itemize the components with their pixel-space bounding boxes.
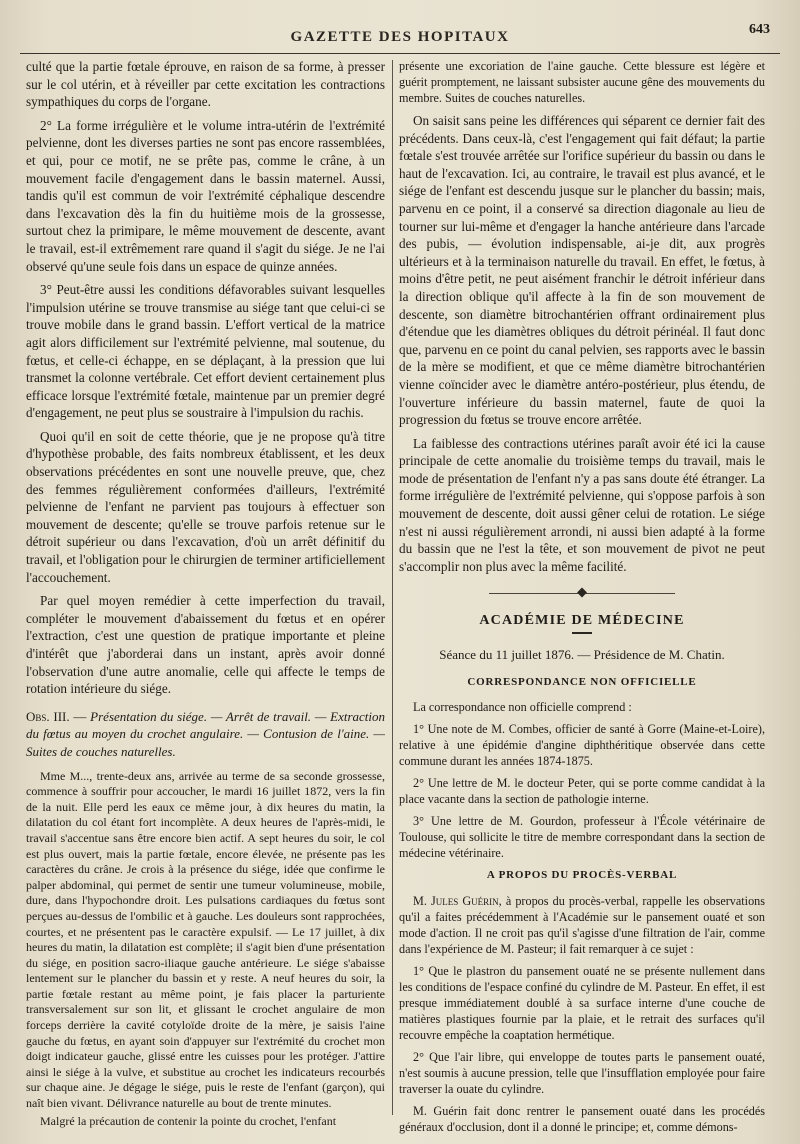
- subsection-heading: A PROPOS DU PROCÈS-VERBAL: [486, 869, 678, 882]
- list-item: 1° Une note de M. Combes, officier de santé à Gorre (Maine-et-Loire), relative à une épidémie d'angine diphthéritique observée dans cette commune durant les années 1874-1875.: [399, 722, 765, 769]
- paragraph-text: à propos du procès-verbal, rappelle les observations qu'il a faites précédemment à l'Académie sur le pansement ouaté et son mode d'action. Il ne croit pas qu'il s'agisse d'une filtration de l'air, comme dans l'expérience de M. Pasteur; il fait remarquer à ce sujet :: [399, 893, 765, 956]
- paragraph: On saisit sans peine les différences qui séparent ce dernier fait des précédents. Dans ceux-là, c'est l'engagement qui fait défaut; la partie fœtale s'est trouvée arrêtée sur l'orifice supérieur du bassin ou dans le haut de l'excavation. Ici, au contraire, le travail est plus avancé, et le siége de l'enfant est descendu jusque sur le plancher du bassin; mais, parvenu en ce point, il a conservé sa direction diagonale au lieu de tourner sur lui-même et d'engager la hanche antérieure dans l'arcade des pubis, — évolution indispensable, ai-je dit, aux progrès ultérieurs et à la terminaison naturelle du travail. En effet, le fœtus, à moins d'être petit, ne peut aisément franchir le détroit inférieur dans la direction oblique qu'il affecte à la fin de son mouvement de descente, son diamètre bitrochantérien offrant ordinairement plus d'étendue que les diamètres obliques du détroit périnéal. Il faut donc que, parvenu en ce point du canal pelvien, ses rapports avec le bassin de la mère se modifient, et que ce même diamètre bitrochantérien vienne coïncider avec le diamètre antéro-postérieur, plus étendu, de l'ouverture inférieure du bassin maternel, faute de quoi la progression du fœtus se trouve encore arrêtée.: [399, 113, 765, 428]
- journal-title: GAZETTE DES HOPITAUX: [290, 29, 510, 45]
- column-divider: [392, 60, 393, 1115]
- paragraph: culté que la partie fœtale éprouve, en raison de sa forme, à presser sur le col utérin, et à réveiller par cette excitation les contractions sympathiques du corps de l'organe.: [26, 59, 385, 110]
- paragraph: Mme M..., trente-deux ans, arrivée au terme de sa seconde grossesse, commence à souffrir pour accoucher, le mardi 16 juillet 1872, vers la fin de la nuit. Elle perd les eaux ce même jour, à dix heures du matin, la dilatation du col étant fort incomplète. A deux heures de l'après-midi, le travail s'accentue sans être encore bien actif. A sept heures du soir, le col est plus ouvert, mais la partie fœtale, encore élevée, ne présente pas les caractères du crâne. Je crois à la présence du siége, idée que confirme le palper abdominal, qui permet de sentir une tumeur volumineuse, mobile, dure, dans l'hypochondre droit. Les pulsations cardiaques du fœtus sont perçues au-dessus de l'ombilic et à gauche. Les douleurs sont rapprochées, courtes, et ne présentent pas le caractère expulsif. — Le 17 juillet, à dix heures du matin, la dilatation est complète; il s'agit bien d'une présentation du siége, en position sacro-iliaque gauche antérieure. Le siége s'abaisse lentement sur le plancher du bassin et y reste. A neuf heures du soir, la partie fœtale restant au même point, je fais placer la parturiente transversalement sur son lit, et glissant le crochet angulaire de mon forceps derrière la cavité cotyloïde droite de la mère, je saisis l'aine gauche du fœtus, en ayant soin d'appuyer sur l'extrémité du crochet mon doigt indicateur gauche, glissé entre les cuisses pour les protéger. J'attire ainsi le siége à la vulve, et substitue au crochet les indicateurs recourbés sur chaque aine. Je dégage le siége, puis le reste de l'enfant (garçon), qui naît bien vivant. Délivrance naturelle au bout de trente minutes.: [26, 768, 385, 1111]
- subsection-heading: CORRESPONDANCE NON OFFICIELLE: [467, 675, 697, 688]
- paragraph: M. Guérin fait donc rentrer le pansement ouaté dans les procédés généraux d'occlusion, dont il a donné le principe; et, comme démons-: [399, 1103, 765, 1134]
- left-column: [26, 58, 385, 1131]
- running-head: [20, 20, 780, 54]
- speaker-name: M. Jules Guérin,: [413, 893, 502, 908]
- paragraph: La correspondance non officielle comprend :: [413, 700, 632, 715]
- paragraph: Malgré la précaution de contenir la pointe du crochet, l'enfant: [40, 1113, 337, 1128]
- list-item: 3° Une lettre de M. Gourdon, professeur à l'École vétérinaire de Toulouse, qui sollicite le titre de membre correspondant dans la section de médecine vétérinaire.: [399, 814, 765, 861]
- right-column: [399, 58, 765, 1141]
- observation-heading: [26, 708, 385, 761]
- header-rule: [20, 53, 780, 54]
- paragraph: Quoi qu'il en soit de cette théorie, que je ne propose qu'à titre d'hypothèse probable, des faits nombreux établissent, et les deux observations précédentes en sont une nouvelle preuve, que, chez des femmes régulièrement conformées d'ailleurs, l'extrémité pelvienne de l'enfant ne parvient pas toujours à effectuer son mouvement de descente; qu'elle se trouve parfois retenue sur le détroit supérieur ou dans l'excavation, d'où un arrêt définitif du travail, et l'obligation pour le chirurgien de terminer artificiellement l'accouchement.: [26, 428, 385, 585]
- section-title: ACADÉMIE DE MÉDECINE: [479, 613, 685, 629]
- section-separator: [489, 593, 675, 594]
- observation-label: Obs. III. —: [26, 708, 87, 724]
- paragraph: La faiblesse des contractions utérines paraît avoir été ici la cause principale de cette anomalie du troisième temps du travail, mais le mode de présentation de l'enfant n'y a pas sans doute été étranger. La forme irrégulière de l'extrémité pelvienne, qui s'oppose parfois à son mouvement de descente, doit aussi gêner celui de rotation. Le siége n'est ni aussi régulièrement arrondi, ni aussi bien adapté à la forme du bassin que ne l'est la tête, et son mouvement de pivot ne peut s'accomplir non plus avec la même facilité.: [399, 435, 765, 574]
- list-item: 2° Que l'air libre, qui enveloppe de toutes parts le pansement ouaté, n'est soumis à aucune pression, telle que l'insufflation employée pour faire traverser la ouate du cylindre.: [399, 1049, 765, 1096]
- paragraph: [399, 893, 765, 957]
- list-item: 1° Que le plastron du pansement ouaté ne se présente nullement dans les conditions de l'espace confiné du cylindre de M. Pasteur. En effet, il est presque immédiatement doublé à sa surface interne d'une couche de matières plastiques fournie par la plaie, et le retrait des surfaces qu'il recouvre empêche la coaptation hermétique.: [399, 963, 765, 1042]
- list-item: 2° Une lettre de M. le docteur Peter, qui se porte comme candidat à la place vacante dans la section de pathologie interne.: [399, 776, 765, 807]
- paragraph: 2° La forme irrégulière et le volume intra-utérin de l'extrémité pelvienne, dont les diverses parties ne sont pas encore rassemblées, et qui, pour ce motif, ne se prête pas, comme le crâne, à un mouvement facile d'engagement dans le bassin maternel. Aussi, tandis qu'il est commun de voir l'extrémité céphalique descendre dans l'excavation dès la fin du huitième mois de la grossesse, surtout chez la primipare, le même mouvement de descente, avant le travail, est-il extrêmement rare quand il s'agit du siége. Je ne l'ai observé qu'une seule fois dans un espace de quinze années.: [26, 117, 385, 274]
- page-number: 643: [749, 22, 770, 37]
- paragraph: 3° Peut-être aussi les conditions défavorables suivant lesquelles l'impulsion utérine se trouve transmise au siége tant que celui-ci se trouve mobile dans le grand bassin. L'effort vertical de la matrice agit alors difficilement sur l'extrémité pelvienne, mal soutenue, du fœtus, et celle-ci échappe, en se déplaçant, à la pression que lui transmet la colonne vertébrale. Cet effort devient certainement plus efficace lorsque l'extrémité fœtale, maintenue par un premier degré d'engagement, ne peut plus se soustraire à l'impulsion du rachis.: [26, 282, 385, 421]
- observation-title: Présentation du siége. — Arrêt de travail. — Extraction du fœtus au moyen du crochet angulaire. — Contusion de l'aine. — Suites de couches naturelles.: [26, 708, 386, 759]
- observation-body: [26, 769, 385, 1130]
- session-line: Séance du 11 juillet 1876. — Présidence de M. Chatin.: [439, 647, 725, 663]
- paragraph: présente une excoriation de l'aine gauche. Cette blessure est légère et guérit promptement, ne laissant subsister aucune gêne des mouvements du membre. Suites de couches naturelles.: [399, 59, 765, 105]
- separator-ornament: [577, 588, 587, 598]
- paragraph: Par quel moyen remédier à cette imperfection du travail, compléter le mouvement d'abaissement du fœtus et en opérer l'extraction, c'est une question de pratique importante et pleine d'intérêt que j'aborderai dans un instant, après avoir donné l'observation d'une autre anomalie, celle qui affecte le temps de rotation intérieure du siége.: [26, 593, 385, 697]
- title-rule: [572, 632, 592, 634]
